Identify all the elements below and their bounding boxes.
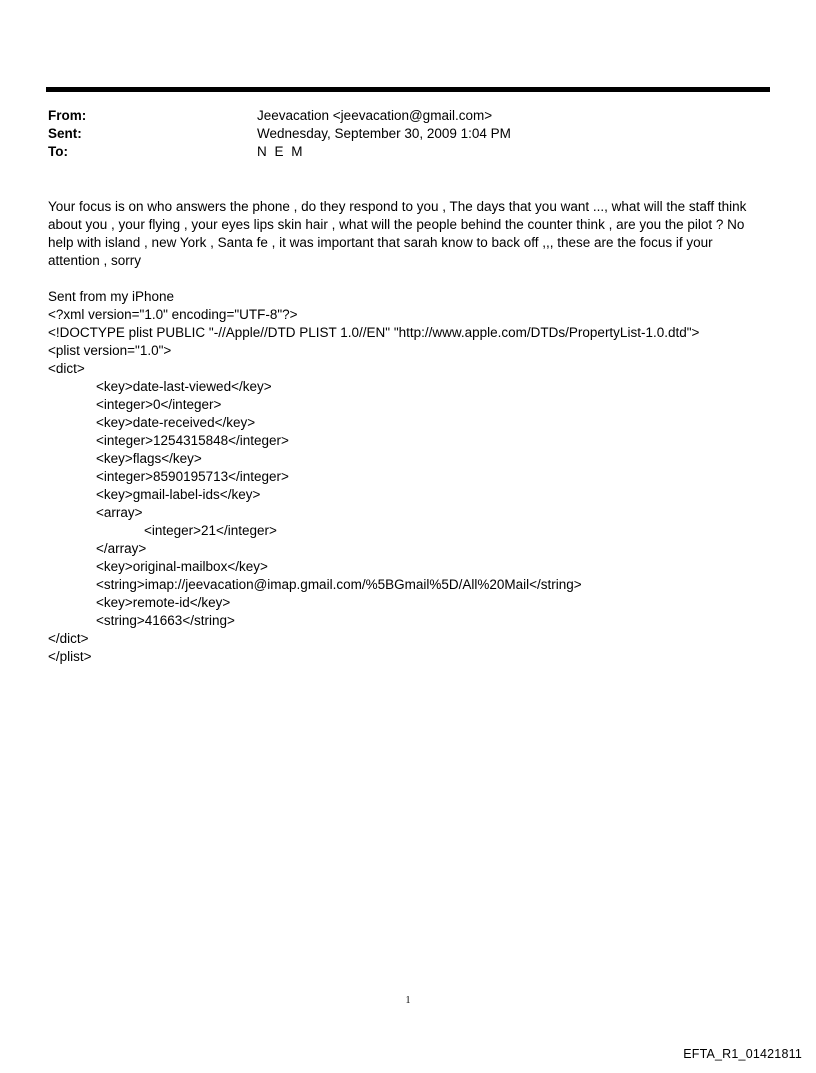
to-value: N E M [257, 144, 305, 159]
array-close: </array> [96, 541, 147, 556]
plist-close: </plist> [48, 649, 92, 664]
header-divider [46, 87, 770, 92]
key-gmail-label-ids: <key>gmail-label-ids</key> [96, 487, 261, 502]
key-remote-id: <key>remote-id</key> [96, 595, 231, 610]
sent-label: Sent: [48, 126, 82, 141]
plist-block [48, 288, 768, 666]
plist-open: <plist version="1.0"> [48, 343, 172, 358]
key-date-received: <key>date-received</key> [96, 415, 256, 430]
dict-open: <dict> [48, 361, 85, 376]
sent-row [48, 125, 768, 143]
doctype-line: <!DOCTYPE plist PUBLIC "-//Apple//DTD PLIST 1.0//EN" "http://www.apple.com/DTDs/PropertyList-1.0.dtd"> [48, 325, 700, 340]
integer-label-id: <integer>21</integer> [144, 523, 277, 538]
from-label: From: [48, 108, 87, 123]
sent-value: Wednesday, September 30, 2009 1:04 PM [257, 126, 511, 141]
key-flags: <key>flags</key> [96, 451, 202, 466]
from-row [48, 107, 768, 125]
to-row [48, 143, 768, 161]
string-original-mailbox: <string>imap://jeevacation@imap.gmail.com/%5BGmail%5D/All%20Mail</string> [96, 577, 582, 592]
xml-declaration: <?xml version="1.0" encoding="UTF-8"?> [48, 307, 298, 322]
integer-flags: <integer>8590195713</integer> [96, 469, 289, 484]
string-remote-id: <string>41663</string> [96, 613, 235, 628]
integer-date-last-viewed: <integer>0</integer> [96, 397, 222, 412]
message-body: Your focus is on who answers the phone , do they respond to you , The days that you want ..., what will the staff think about you , your flying , your eyes lips skin hair , what will the people behind the counter think , are you the pilot ? No help with island , new York , Santa fe , it was important that sarah know to back off ,,, these are the focus if your attention , sorry [48, 199, 747, 268]
integer-date-received: <integer>1254315848</integer> [96, 433, 289, 448]
page-number: 1 [405, 995, 411, 1006]
from-value: Jeevacation <jeevacation@gmail.com> [257, 108, 493, 123]
array-open: <array> [96, 505, 143, 520]
to-label: To: [48, 144, 68, 159]
key-date-last-viewed: <key>date-last-viewed</key> [96, 379, 272, 394]
dict-close: </dict> [48, 631, 89, 646]
document-id: EFTA_R1_01421811 [683, 1047, 802, 1061]
key-original-mailbox: <key>original-mailbox</key> [96, 559, 268, 574]
signature: Sent from my iPhone [48, 289, 175, 304]
